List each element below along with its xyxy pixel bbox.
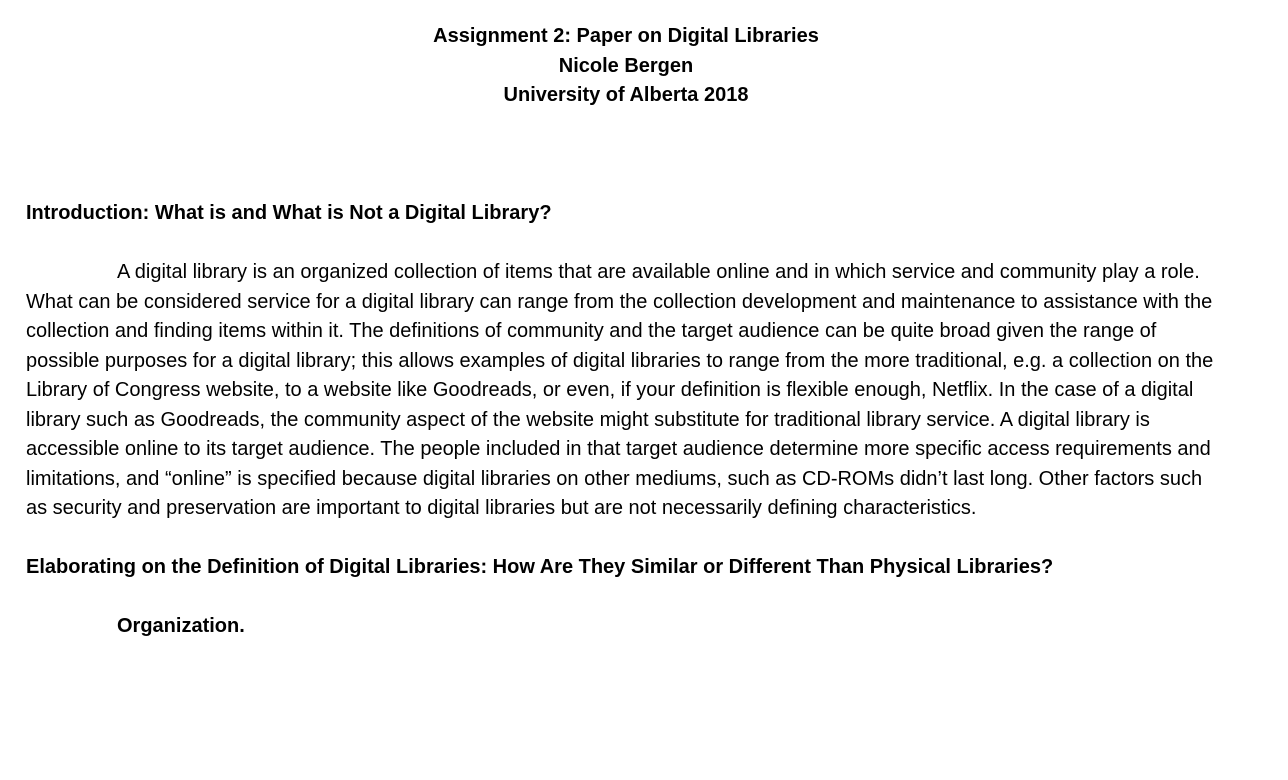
intro-paragraph: A digital library is an organized collection of items that are available online and in which service and community play a role. What can be considered service for a digital library can range from the collection development and maintenance to assistance with the collection and finding items within it. The definitions of community and the target audience can be quite broad given the range of possible purposes for a digital library; this allows examples of digital libraries to range from the more traditional, e.g. a collection on the Library of Congress website, to a website like Goodreads, or even, if your definition is flexible enough, Netflix. In the case of a digital library such as Goodreads, the community aspect of the website might substitute for traditional library service. A digital library is accessible online to its target audience. The people included in that target audience determine more specific access requirements and limitations, and “online” is specified because digital libraries on other mediums, such as CD-ROMs didn’t last long. Other factors such as security and preservation are important to digital libraries but are not necessarily defining characteristics. [26, 261, 1214, 519]
title-block [26, 22, 1226, 111]
institution-year: University of Alberta 2018 [503, 84, 749, 106]
intro-section-heading: Introduction: What is and What is Not a Digital Library? [26, 202, 552, 224]
elaborating-section-heading: Elaborating on the Definition of Digital Libraries: How Are They Similar or Different Than Physical Libraries? [26, 556, 1054, 578]
assignment-title: Assignment 2: Paper on Digital Libraries [433, 25, 819, 47]
organization-subheading: Organization. [117, 615, 245, 637]
author-name: Nicole Bergen [558, 54, 694, 77]
